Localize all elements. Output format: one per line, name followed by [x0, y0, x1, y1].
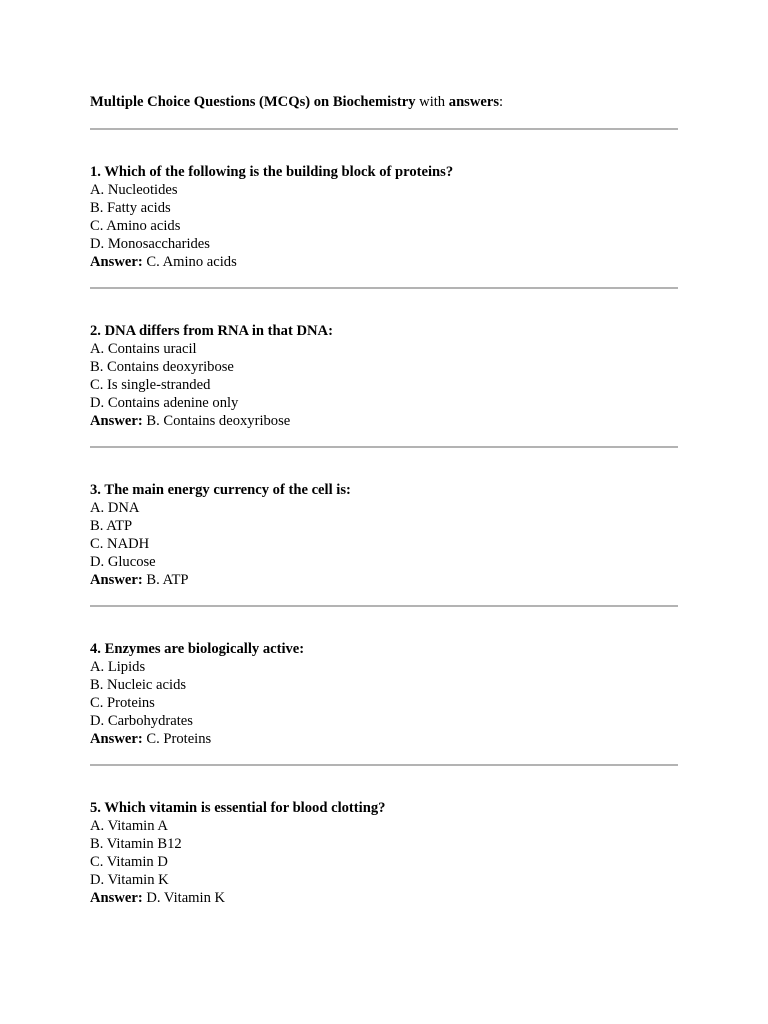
option-c: C. NADH: [90, 536, 150, 552]
option-a: A. Contains uracil: [90, 341, 197, 357]
answer-value: B. Contains deoxyribose: [142, 413, 291, 429]
title-bold-answers: answers: [448, 94, 500, 110]
option-c: C. Amino acids: [90, 218, 181, 234]
option-a: A. Nucleotides: [90, 182, 178, 198]
option-b: B. Nucleic acids: [90, 677, 187, 693]
option-d: D. Contains adenine only: [90, 395, 239, 411]
answer-label: Answer:: [90, 890, 143, 906]
option-c: C. Is single-stranded: [90, 377, 211, 393]
question-text: 5. Which vitamin is essential for blood clotting?: [90, 800, 386, 816]
question-text: 3. The main energy currency of the cell is:: [90, 482, 351, 498]
question-block-3: [90, 481, 678, 589]
answer-line: [90, 571, 678, 589]
divider: [90, 764, 678, 766]
answer-value: C. Proteins: [142, 731, 212, 747]
answer-line: [90, 412, 678, 430]
answer-line: [90, 730, 678, 748]
divider: [90, 287, 678, 289]
title-colon: :: [499, 94, 504, 110]
answer-label: Answer:: [90, 254, 143, 270]
answer-line: [90, 889, 678, 907]
answer-label: Answer:: [90, 413, 143, 429]
answer-value: C. Amino acids: [142, 254, 237, 270]
option-b: B. Vitamin B12: [90, 836, 182, 852]
option-b: B. ATP: [90, 518, 133, 534]
option-d: D. Monosaccharides: [90, 236, 210, 252]
document-title: [90, 92, 678, 112]
divider: [90, 446, 678, 448]
option-d: D. Carbohydrates: [90, 713, 193, 729]
title-connector: with: [415, 94, 449, 110]
question-text: 2. DNA differs from RNA in that DNA:: [90, 323, 333, 339]
question-text: 4. Enzymes are biologically active:: [90, 641, 305, 657]
option-c: C. Vitamin D: [90, 854, 168, 870]
document-page: [90, 92, 678, 923]
divider: [90, 128, 678, 130]
divider: [90, 605, 678, 607]
option-d: D. Glucose: [90, 554, 156, 570]
option-d: D. Vitamin K: [90, 872, 169, 888]
answer-label: Answer:: [90, 731, 143, 747]
answer-value: D. Vitamin K: [142, 890, 226, 906]
option-b: B. Contains deoxyribose: [90, 359, 234, 375]
option-b: B. Fatty acids: [90, 200, 171, 216]
option-a: A. DNA: [90, 500, 140, 516]
answer-label: Answer:: [90, 572, 143, 588]
question-text: 1. Which of the following is the building block of proteins?: [90, 164, 454, 180]
answer-line: [90, 253, 678, 271]
title-bold-part: Multiple Choice Questions (MCQs) on Biochemistry: [90, 94, 416, 110]
question-block-4: [90, 640, 678, 748]
question-block-1: [90, 163, 678, 271]
question-block-2: [90, 322, 678, 430]
answer-value: B. ATP: [142, 572, 189, 588]
option-a: A. Vitamin A: [90, 818, 168, 834]
option-a: A. Lipids: [90, 659, 146, 675]
option-c: C. Proteins: [90, 695, 155, 711]
question-block-5: [90, 799, 678, 907]
